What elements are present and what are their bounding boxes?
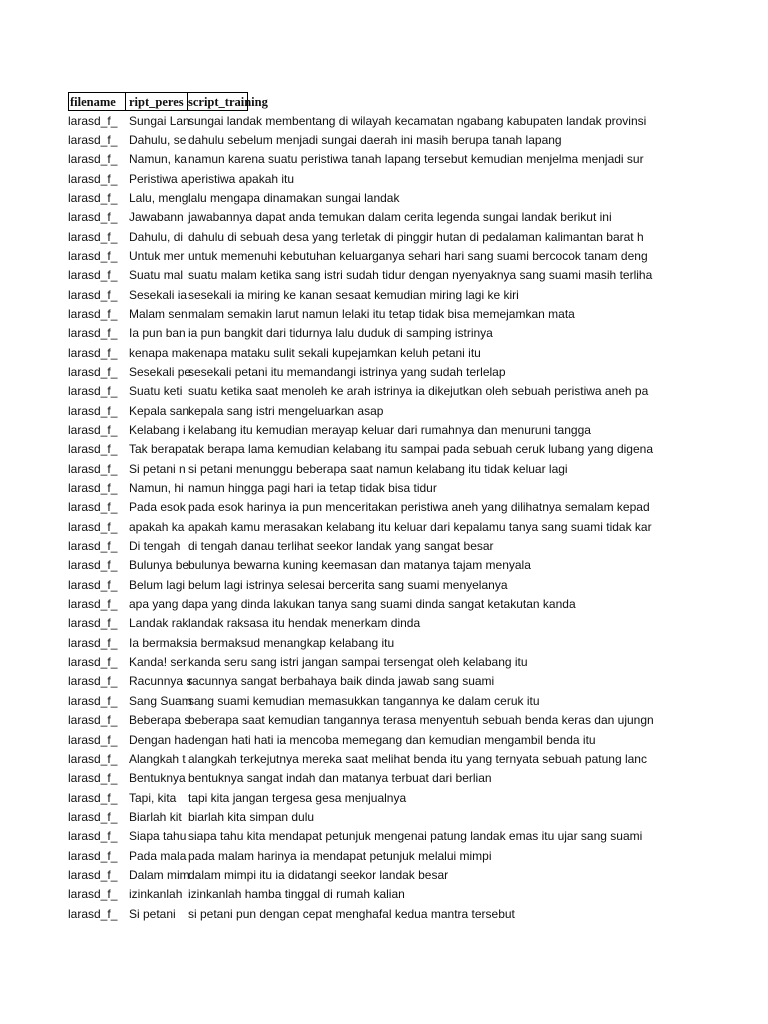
table-row: [68, 324, 673, 343]
table-row: [68, 576, 673, 595]
table-row: [68, 692, 673, 711]
cell-transcript-training[interactable]: ia pun bangkit dari tidurnya lalu duduk di samping istrinya: [188, 326, 493, 341]
cell-transcript-peres[interactable]: Ia pun ban: [129, 326, 186, 341]
header-transcript-peres[interactable]: ript_peres: [126, 92, 188, 111]
cell-filename[interactable]: larasd_f_: [68, 481, 118, 496]
cell-transcript-peres[interactable]: Racunnya s: [129, 674, 193, 689]
cell-filename[interactable]: larasd_f_: [68, 442, 118, 457]
cell-filename[interactable]: larasd_f_: [68, 461, 118, 476]
table-row: [68, 808, 673, 827]
cell-transcript-peres[interactable]: Lalu, meng: [129, 190, 189, 205]
cell-filename[interactable]: larasd_f_: [68, 887, 118, 902]
cell-filename[interactable]: larasd_f_: [68, 423, 118, 438]
cell-transcript-peres[interactable]: Sungai Lan: [129, 113, 190, 128]
table-row: [68, 904, 673, 923]
cell-filename[interactable]: larasd_f_: [68, 674, 118, 689]
table-row: [68, 169, 673, 188]
cell-transcript-training[interactable]: bentuknya sangat indah dan matanya terbuat dari berlian: [188, 771, 492, 786]
cell-filename[interactable]: larasd_f_: [68, 906, 118, 921]
table-row: [68, 750, 673, 769]
cell-filename[interactable]: larasd_f_: [68, 519, 118, 534]
cell-filename[interactable]: larasd_f_: [68, 616, 118, 631]
cell-filename[interactable]: larasd_f_: [68, 326, 118, 341]
cell-transcript-training[interactable]: kelabang itu kemudian merayap keluar dari rumahnya dan menuruni tangga: [188, 423, 591, 438]
table-row: [68, 382, 673, 401]
table-row: [68, 595, 673, 614]
cell-transcript-training[interactable]: dalam mimpi itu ia didatangi seekor landak besar: [188, 867, 449, 882]
table-row: [68, 711, 673, 730]
header-row: [68, 92, 673, 111]
table-row: [68, 247, 673, 266]
cell-filename[interactable]: larasd_f_: [68, 790, 118, 805]
table-row: [68, 479, 673, 498]
cell-filename[interactable]: larasd_f_: [68, 829, 118, 844]
table-row: [68, 846, 673, 865]
cell-filename[interactable]: larasd_f_: [68, 113, 118, 128]
cell-transcript-peres[interactable]: Untuk mer: [129, 248, 185, 263]
cell-transcript-peres[interactable]: Jawabann: [129, 210, 184, 225]
table-row: [68, 402, 673, 421]
cell-transcript-peres[interactable]: Biarlah kit: [129, 809, 182, 824]
table-row: [68, 634, 673, 653]
cell-filename[interactable]: larasd_f_: [68, 384, 118, 399]
table-row: [68, 343, 673, 362]
cell-filename[interactable]: larasd_f_: [68, 867, 118, 882]
cell-transcript-training[interactable]: jawabannya dapat anda temukan dalam cerita legenda sungai landak berikut ini: [188, 210, 612, 225]
cell-filename[interactable]: larasd_f_: [68, 635, 118, 650]
cell-transcript-training[interactable]: pada malam harinya ia mendapat petunjuk melalui mimpi: [188, 848, 492, 863]
table-body: [68, 111, 673, 923]
cell-transcript-peres[interactable]: Suatu keti: [129, 384, 183, 399]
cell-transcript-training[interactable]: untuk memenuhi kebutuhan keluarganya sehari hari sang suami bercocok tanam deng: [188, 248, 648, 263]
cell-transcript-training[interactable]: tapi kita jangan tergesa gesa menjualnya: [188, 790, 407, 805]
table-row: [68, 150, 673, 169]
cell-transcript-training[interactable]: dahulu di sebuah desa yang terletak di pinggir hutan di pedalaman kalimantan barat h: [188, 229, 644, 244]
cell-filename[interactable]: larasd_f_: [68, 403, 118, 418]
table-row: [68, 827, 673, 846]
cell-transcript-peres[interactable]: Alangkah t: [129, 751, 186, 766]
cell-transcript-peres[interactable]: izinkanlah: [129, 887, 183, 902]
cell-filename[interactable]: larasd_f_: [68, 190, 118, 205]
table-row: [68, 363, 673, 382]
cell-transcript-peres[interactable]: Sang Suam: [129, 693, 192, 708]
cell-filename[interactable]: larasd_f_: [68, 229, 118, 244]
header-transcript-training[interactable]: script_training: [188, 92, 248, 111]
cell-transcript-peres[interactable]: Dengan ha: [129, 732, 188, 747]
cell-transcript-training[interactable]: si petani pun dengan cepat menghafal kedua mantra tersebut: [188, 906, 515, 921]
cell-transcript-peres[interactable]: Kepala san: [129, 403, 190, 418]
table-row: [68, 537, 673, 556]
table-row: [68, 421, 673, 440]
cell-transcript-peres[interactable]: Kelabang i: [129, 423, 186, 438]
cell-transcript-training[interactable]: dahulu sebelum menjadi sungai daerah ini masih berupa tanah lapang: [188, 132, 562, 147]
cell-transcript-peres[interactable]: Dahulu, di: [129, 229, 184, 244]
cell-transcript-peres[interactable]: Namun, hi: [129, 481, 184, 496]
table-row: [68, 788, 673, 807]
cell-transcript-training[interactable]: kenapa mataku sulit sekali kupejamkan keluh petani itu: [188, 345, 481, 360]
cell-transcript-peres[interactable]: Dalam mim: [129, 867, 190, 882]
cell-transcript-peres[interactable]: Si petani n: [129, 461, 186, 476]
cell-transcript-peres[interactable]: Dahulu, se: [129, 132, 187, 147]
cell-transcript-training[interactable]: apa yang dinda lakukan tanya sang suami dinda sangat ketakutan kanda: [188, 597, 576, 612]
table-row: [68, 266, 673, 285]
cell-transcript-training[interactable]: tak berapa lama kemudian kelabang itu sampai pada sebuah ceruk lubang yang digena: [188, 442, 653, 457]
cell-filename[interactable]: larasd_f_: [68, 655, 118, 670]
cell-transcript-peres[interactable]: Pada esok: [129, 500, 186, 515]
cell-transcript-training[interactable]: lalu mengapa dinamakan sungai landak: [188, 190, 400, 205]
cell-transcript-training[interactable]: landak raksasa itu hendak menerkam dinda: [188, 616, 421, 631]
cell-transcript-training[interactable]: peristiwa apakah itu: [188, 171, 295, 186]
cell-transcript-training[interactable]: di tengah danau terlihat seekor landak yang sangat besar: [188, 539, 494, 554]
table-row: [68, 885, 673, 904]
cell-transcript-peres[interactable]: Landak rak: [129, 616, 189, 631]
cell-transcript-training[interactable]: dengan hati hati ia mencoba memegang dan kemudian mengambil benda itu: [188, 732, 596, 747]
cell-transcript-peres[interactable]: Sesekali pe: [129, 364, 192, 379]
cell-filename[interactable]: larasd_f_: [68, 732, 118, 747]
table-row: [68, 227, 673, 246]
cell-filename[interactable]: larasd_f_: [68, 577, 118, 592]
cell-transcript-peres[interactable]: Peristiwa a: [129, 171, 188, 186]
cell-transcript-peres[interactable]: Bentuknya: [129, 771, 186, 786]
table-row: [68, 498, 673, 517]
cell-filename[interactable]: larasd_f_: [68, 364, 118, 379]
cell-transcript-training[interactable]: malam semakin larut namun lelaki itu tetap tidak bisa memejamkan mata: [188, 306, 575, 321]
table-row: [68, 131, 673, 150]
cell-filename[interactable]: larasd_f_: [68, 848, 118, 863]
table-row: [68, 730, 673, 749]
table-row: [68, 285, 673, 304]
cell-transcript-peres[interactable]: Beberapa s: [129, 713, 191, 728]
cell-filename[interactable]: larasd_f_: [68, 345, 118, 360]
cell-filename[interactable]: larasd_f_: [68, 152, 118, 167]
cell-filename[interactable]: larasd_f_: [68, 500, 118, 515]
cell-transcript-training[interactable]: sesekali petani itu memandangi istrinya yang sudah terlelap: [188, 364, 506, 379]
table-row: [68, 460, 673, 479]
table-row: [68, 518, 673, 537]
cell-filename[interactable]: larasd_f_: [68, 771, 118, 786]
cell-filename[interactable]: larasd_f_: [68, 248, 118, 263]
table-row: [68, 653, 673, 672]
cell-transcript-training[interactable]: siapa tahu kita mendapat petunjuk mengenai patung landak emas itu ujar sang suami: [188, 829, 643, 844]
cell-transcript-training[interactable]: ia bermaksud menangkap kelabang itu: [188, 635, 395, 650]
cell-transcript-training[interactable]: apakah kamu merasakan kelabang itu keluar dari kepalamu tanya sang suami tidak kar: [188, 519, 652, 534]
cell-transcript-peres[interactable]: kenapa ma: [129, 345, 189, 360]
cell-transcript-training[interactable]: kepala sang istri mengeluarkan asap: [188, 403, 384, 418]
table-row: [68, 614, 673, 633]
cell-filename[interactable]: larasd_f_: [68, 132, 118, 147]
cell-transcript-training[interactable]: namun hingga pagi hari ia tetap tidak bisa tidur: [188, 481, 437, 496]
cell-transcript-peres[interactable]: Suatu mal: [129, 268, 184, 283]
cell-filename[interactable]: larasd_f_: [68, 268, 118, 283]
table-row: [68, 672, 673, 691]
cell-transcript-training[interactable]: pada esok harinya ia pun menceritakan peristiwa aneh yang dilihatnya semalam kepad: [188, 500, 650, 515]
cell-filename[interactable]: larasd_f_: [68, 306, 118, 321]
table-row: [68, 208, 673, 227]
cell-transcript-peres[interactable]: Sesekali ia: [129, 287, 188, 302]
cell-filename[interactable]: larasd_f_: [68, 713, 118, 728]
cell-transcript-training[interactable]: izinkanlah hamba tinggal di rumah kalian: [188, 887, 405, 902]
cell-transcript-peres[interactable]: Malam sen: [129, 306, 188, 321]
cell-transcript-training[interactable]: bulunya bewarna kuning keemasan dan matanya tajam menyala: [188, 558, 531, 573]
cell-filename[interactable]: larasd_f_: [68, 693, 118, 708]
cell-transcript-training[interactable]: belum lagi istrinya selesai bercerita sang suami menyelanya: [188, 577, 508, 592]
cell-transcript-peres[interactable]: Namun, ka: [129, 152, 188, 167]
cell-transcript-peres[interactable]: Kanda! ser: [129, 655, 188, 670]
table-row: [68, 440, 673, 459]
cell-transcript-training[interactable]: sang suami kemudian memasukkan tangannya ke dalam ceruk itu: [188, 693, 540, 708]
cell-transcript-peres[interactable]: apa yang d: [129, 597, 189, 612]
cell-transcript-peres[interactable]: Tak berapa: [129, 442, 189, 457]
table-row: [68, 866, 673, 885]
table-row: [68, 189, 673, 208]
cell-transcript-training[interactable]: suatu malam ketika sang istri sudah tidur dengan nyenyaknya sang suami masih terliha: [188, 268, 653, 283]
table-row: [68, 556, 673, 575]
cell-transcript-training[interactable]: namun karena suatu peristiwa tanah lapang tersebut kemudian menjelma menjadi sur: [188, 152, 644, 167]
spreadsheet: [68, 92, 673, 924]
cell-filename[interactable]: larasd_f_: [68, 597, 118, 612]
cell-transcript-training[interactable]: sungai landak membentang di wilayah kecamatan ngabang kabupaten landak provinsi: [188, 113, 647, 128]
cell-filename[interactable]: larasd_f_: [68, 539, 118, 554]
cell-transcript-peres[interactable]: Siapa tahu: [129, 829, 187, 844]
cell-transcript-peres[interactable]: apakah ka: [129, 519, 185, 534]
cell-transcript-training[interactable]: sesekali ia miring ke kanan sesaat kemudian miring lagi ke kiri: [188, 287, 519, 302]
cell-transcript-training[interactable]: suatu ketika saat menoleh ke arah istrinya ia dikejutkan oleh sebuah peristiwa aneh pa: [188, 384, 649, 399]
cell-transcript-training[interactable]: racunnya sangat berbahaya baik dinda jawab sang suami: [188, 674, 495, 689]
table-row: [68, 111, 673, 130]
cell-filename[interactable]: larasd_f_: [68, 210, 118, 225]
cell-transcript-peres[interactable]: Tapi, kita: [129, 790, 177, 805]
cell-transcript-training[interactable]: si petani menunggu beberapa saat namun kelabang itu tidak keluar lagi: [188, 461, 568, 476]
cell-transcript-training[interactable]: biarlah kita simpan dulu: [188, 809, 315, 824]
cell-filename[interactable]: larasd_f_: [68, 751, 118, 766]
cell-transcript-peres[interactable]: Si petani: [129, 906, 176, 921]
table-row: [68, 305, 673, 324]
cell-transcript-training[interactable]: alangkah terkejutnya mereka saat melihat benda itu yang ternyata sebuah patung lanc: [188, 751, 647, 766]
cell-transcript-peres[interactable]: Bulunya be: [129, 558, 190, 573]
header-filename[interactable]: filename: [68, 92, 126, 111]
table-row: [68, 769, 673, 788]
cell-transcript-peres[interactable]: Di tengah: [129, 539, 181, 554]
cell-transcript-peres[interactable]: Ia bermaks: [129, 635, 189, 650]
cell-transcript-training[interactable]: beberapa saat kemudian tangannya terasa menyentuh sebuah benda keras dan ujungn: [188, 713, 654, 728]
cell-filename[interactable]: larasd_f_: [68, 171, 118, 186]
cell-filename[interactable]: larasd_f_: [68, 287, 118, 302]
cell-filename[interactable]: larasd_f_: [68, 558, 118, 573]
cell-transcript-peres[interactable]: Belum lagi: [129, 577, 186, 592]
cell-transcript-peres[interactable]: Pada mala: [129, 848, 187, 863]
cell-transcript-training[interactable]: kanda seru sang istri jangan sampai tersengat oleh kelabang itu: [188, 655, 528, 670]
cell-filename[interactable]: larasd_f_: [68, 809, 118, 824]
